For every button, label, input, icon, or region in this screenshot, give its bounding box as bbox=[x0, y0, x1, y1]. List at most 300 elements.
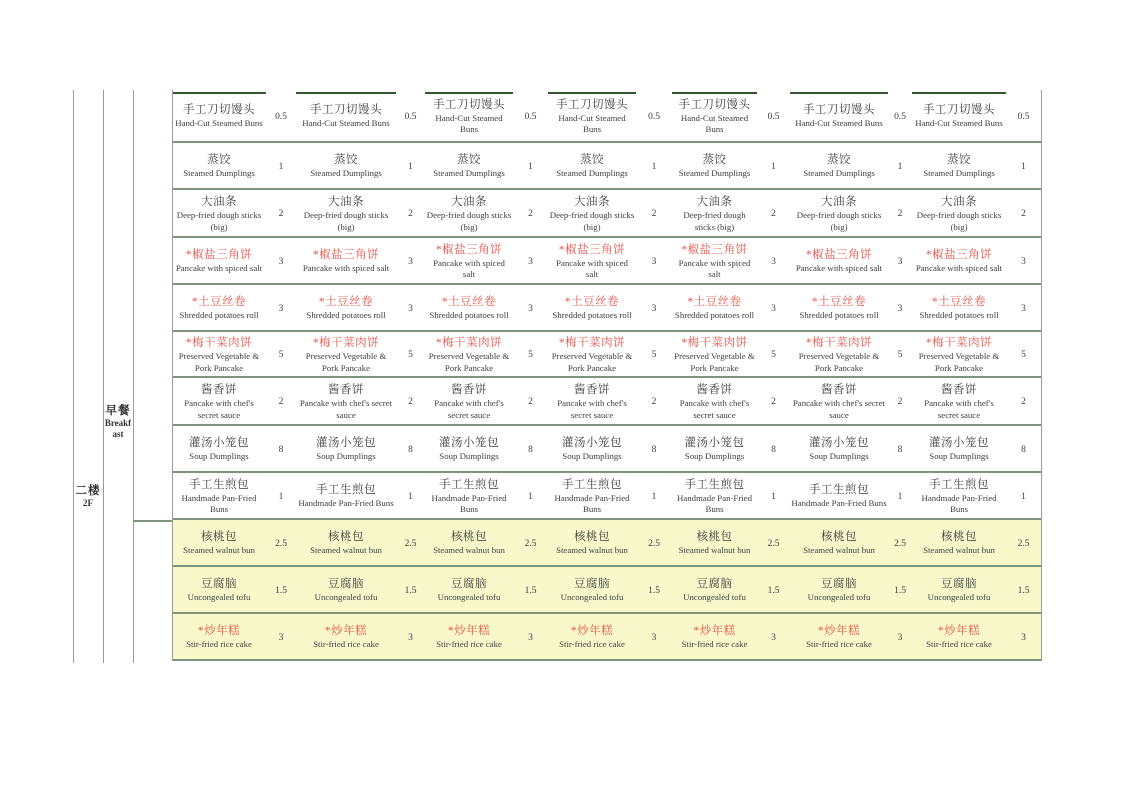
item-price: 2 bbox=[528, 209, 533, 219]
item-price-cell bbox=[888, 520, 912, 567]
menu-item-cell bbox=[425, 190, 513, 238]
menu-item-cell bbox=[172, 90, 266, 143]
menu-item-cell bbox=[548, 473, 636, 520]
item-name-en: Steamed Dumplings bbox=[678, 168, 751, 179]
item-name-zh: *梅干菜肉饼 bbox=[805, 337, 873, 349]
item-name-zh: 豆腐脑 bbox=[574, 578, 610, 591]
menu-row bbox=[548, 426, 672, 473]
item-price-cell bbox=[266, 190, 296, 238]
meal-label-en: Breakfast bbox=[104, 418, 132, 439]
item-name-en: Soup Dumplings bbox=[189, 451, 249, 462]
item-name-en: Hand-Cut Steamed Buns bbox=[302, 118, 390, 129]
menu-row bbox=[790, 332, 912, 378]
item-price-cell bbox=[757, 90, 790, 143]
menu-row bbox=[296, 473, 425, 520]
menu-row bbox=[790, 614, 912, 661]
item-name-en: Steamed walnut bun bbox=[310, 545, 382, 556]
item-price-cell bbox=[396, 190, 425, 238]
item-price-cell bbox=[1006, 520, 1041, 567]
item-name-zh: 大油条 bbox=[696, 196, 733, 208]
item-name-zh: *椒盐三角饼 bbox=[435, 243, 503, 256]
item-name-en: Deep-fried dough sticks (big) bbox=[683, 210, 746, 232]
menu-item-cell bbox=[296, 520, 396, 567]
item-name-zh: *土豆丝卷 bbox=[441, 296, 497, 309]
menu-item-cell bbox=[912, 567, 1006, 614]
item-name-en: Shredded potatoes roll bbox=[799, 310, 879, 321]
item-price-cell bbox=[266, 143, 296, 190]
item-name-en: Stir-fried rice cake bbox=[559, 639, 625, 650]
menu-item-cell bbox=[790, 190, 888, 238]
item-price-cell bbox=[888, 332, 912, 378]
item-price-cell bbox=[1006, 238, 1041, 285]
item-name-zh: 大油条 bbox=[821, 196, 857, 208]
item-price-cell bbox=[636, 285, 672, 332]
item-name-zh: *炒年糕 bbox=[817, 625, 861, 638]
menu-row bbox=[296, 90, 425, 143]
item-price: 3 bbox=[408, 256, 413, 267]
menu-row bbox=[296, 567, 425, 614]
menu-row bbox=[296, 332, 425, 378]
item-price-cell bbox=[513, 473, 548, 520]
menu-item-cell bbox=[548, 378, 636, 426]
item-name-zh: 核桃包 bbox=[201, 531, 237, 544]
item-name-zh: *梅干菜肉饼 bbox=[312, 337, 380, 349]
item-name-zh: 手工刀切馒头 bbox=[310, 104, 382, 117]
meal-label bbox=[104, 398, 132, 446]
item-name-zh: 蒸饺 bbox=[207, 154, 231, 167]
item-price: 1.5 bbox=[275, 585, 287, 596]
menu-row bbox=[912, 332, 1041, 378]
menu-item-cell bbox=[172, 378, 266, 426]
item-price-cell bbox=[757, 520, 790, 567]
item-name-zh: 酱香饼 bbox=[941, 384, 977, 396]
item-price: 2.5 bbox=[275, 538, 287, 549]
item-price: 5 bbox=[1021, 350, 1026, 360]
menu-item-cell bbox=[425, 378, 513, 426]
menu-item-cell bbox=[172, 238, 266, 285]
menu-item-cell bbox=[912, 378, 1006, 426]
item-price-cell bbox=[266, 426, 296, 473]
menu-item-cell bbox=[425, 520, 513, 567]
menu-item-cell bbox=[672, 143, 757, 190]
menu-row bbox=[672, 332, 790, 378]
section-divider-tick bbox=[133, 520, 172, 522]
item-name-zh: *土豆丝卷 bbox=[318, 296, 374, 309]
menu-item-cell bbox=[296, 426, 396, 473]
menu-row bbox=[672, 238, 790, 285]
item-price-cell bbox=[513, 90, 548, 143]
menu-item-cell bbox=[296, 614, 396, 661]
menu-row bbox=[425, 238, 548, 285]
item-name-zh: *椒盐三角饼 bbox=[681, 243, 748, 256]
menu-item-cell bbox=[672, 285, 757, 332]
item-price: 2 bbox=[651, 397, 657, 407]
item-name-en: Handmade Pan-Fried Buns bbox=[677, 492, 752, 514]
item-name-zh: *炒年糕 bbox=[447, 625, 491, 638]
item-name-zh: *椒盐三角饼 bbox=[805, 249, 873, 262]
menu-item-cell bbox=[425, 90, 513, 143]
menu-item-cell bbox=[790, 567, 888, 614]
item-name-en: Pancake with chef's secret sauce bbox=[792, 398, 886, 420]
item-name-zh: *炒年糕 bbox=[570, 625, 614, 638]
item-name-zh: 手工刀切馒头 bbox=[433, 98, 505, 111]
item-price: 1 bbox=[278, 491, 284, 502]
item-price: 1 bbox=[528, 161, 533, 172]
item-name-en: Uncongealed tofu bbox=[437, 592, 501, 603]
item-name-zh: 酱香饼 bbox=[574, 384, 610, 396]
item-price: 2 bbox=[651, 209, 657, 219]
item-name-zh: 豆腐脑 bbox=[451, 578, 487, 591]
item-name-en: Pancake with spiced salt bbox=[915, 263, 1003, 274]
table-top-border-segment bbox=[672, 92, 757, 94]
item-price-cell bbox=[888, 378, 912, 426]
item-price-cell bbox=[757, 143, 790, 190]
item-name-zh: 手工生煎包 bbox=[189, 478, 249, 491]
menu-item-cell bbox=[296, 473, 396, 520]
menu-row bbox=[790, 473, 912, 520]
item-name-zh: 酱香饼 bbox=[696, 384, 733, 396]
item-price: 2 bbox=[1021, 397, 1026, 407]
item-name-en: Steamed walnut bun bbox=[183, 545, 255, 556]
menu-item-cell bbox=[172, 473, 266, 520]
item-name-zh: 手工刀切馒头 bbox=[183, 104, 255, 117]
menu-item-cell bbox=[296, 90, 396, 143]
table-right-border bbox=[1041, 90, 1042, 661]
item-price-cell bbox=[396, 520, 425, 567]
item-price-cell bbox=[1006, 567, 1041, 614]
menu-item-cell bbox=[790, 614, 888, 661]
item-name-en: Handmade Pan-Fried Buns bbox=[921, 492, 997, 514]
item-price-cell bbox=[396, 238, 425, 285]
item-name-en: Deep-fried dough sticks (big) bbox=[916, 210, 1002, 232]
item-name-zh: 手工生煎包 bbox=[684, 478, 745, 491]
item-name-zh: *土豆丝卷 bbox=[687, 296, 742, 309]
item-name-en: Pancake with chef's secret sauce bbox=[299, 398, 393, 420]
row-border bbox=[172, 471, 1041, 473]
item-price: 2 bbox=[771, 209, 776, 219]
item-price: 2 bbox=[771, 397, 776, 407]
item-name-en: Soup Dumplings bbox=[684, 451, 745, 462]
menu-row bbox=[672, 614, 790, 661]
item-name-en: Steamed Dumplings bbox=[183, 168, 255, 179]
item-name-en: Preserved Vegetable & Pork Pancake bbox=[305, 351, 387, 373]
item-price: 3 bbox=[278, 256, 284, 267]
menu-row bbox=[672, 567, 790, 614]
item-price: 1 bbox=[408, 491, 413, 502]
item-name-en: Uncongealed tofu bbox=[187, 592, 251, 603]
item-name-en: Stir-fried rice cake bbox=[313, 639, 379, 650]
item-price-cell bbox=[636, 332, 672, 378]
menu-item-cell bbox=[296, 143, 396, 190]
row-border bbox=[172, 283, 1041, 285]
item-price: 3 bbox=[897, 256, 903, 267]
item-price: 1 bbox=[278, 161, 284, 172]
menu-row bbox=[790, 190, 912, 238]
item-price: 3 bbox=[771, 632, 776, 643]
menu-row bbox=[912, 473, 1041, 520]
menu-row bbox=[425, 90, 548, 143]
menu-item-cell bbox=[672, 473, 757, 520]
menu-row bbox=[172, 238, 296, 285]
menu-item-cell bbox=[912, 285, 1006, 332]
menu-item-cell bbox=[548, 90, 636, 143]
item-price: 1 bbox=[651, 161, 657, 172]
menu-item-cell bbox=[425, 238, 513, 285]
item-price: 1 bbox=[408, 161, 413, 172]
item-price: 5 bbox=[278, 350, 284, 360]
item-name-en: Preserved Vegetable & Pork Pancake bbox=[918, 351, 1000, 373]
item-price-cell bbox=[266, 520, 296, 567]
item-name-zh: *椒盐三角饼 bbox=[558, 243, 626, 256]
item-name-en: Shredded potatoes roll bbox=[552, 310, 632, 321]
menu-row bbox=[425, 378, 548, 426]
item-name-en: Hand-Cut Steamed Buns bbox=[795, 118, 883, 129]
item-name-zh: *土豆丝卷 bbox=[931, 296, 987, 309]
menu-row bbox=[172, 90, 296, 143]
item-name-en: Deep-fried dough sticks (big) bbox=[303, 210, 389, 232]
menu-table bbox=[172, 90, 1041, 661]
item-name-zh: 灌汤小笼包 bbox=[562, 437, 622, 450]
menu-item-cell bbox=[425, 285, 513, 332]
menu-item-cell bbox=[672, 190, 757, 238]
item-price-cell bbox=[888, 426, 912, 473]
item-name-en: Pancake with spiced salt bbox=[302, 263, 390, 274]
item-name-zh: *土豆丝卷 bbox=[191, 296, 247, 309]
menu-item-cell bbox=[548, 143, 636, 190]
item-price: 3 bbox=[278, 303, 284, 314]
item-price: 2.5 bbox=[894, 538, 906, 549]
menu-row bbox=[172, 378, 296, 426]
menu-row bbox=[548, 567, 672, 614]
item-price: 0.5 bbox=[894, 111, 906, 122]
item-name-en: Preserved Vegetable & Pork Pancake bbox=[178, 351, 260, 373]
item-name-zh: 核桃包 bbox=[328, 531, 364, 544]
item-name-zh: 豆腐脑 bbox=[821, 578, 857, 591]
item-price-cell bbox=[636, 238, 672, 285]
row-border bbox=[172, 612, 1041, 614]
item-price: 3 bbox=[528, 632, 533, 643]
menu-row bbox=[548, 473, 672, 520]
menu-row bbox=[672, 378, 790, 426]
item-name-en: Steamed walnut bun bbox=[803, 545, 875, 556]
item-price: 2 bbox=[408, 209, 413, 219]
menu-row bbox=[790, 567, 912, 614]
item-name-zh: *炒年糕 bbox=[693, 625, 736, 638]
item-price: 0.5 bbox=[275, 111, 287, 122]
item-name-zh: 手工刀切馒头 bbox=[556, 98, 628, 111]
table-top-border-segment bbox=[296, 92, 396, 94]
menu-row bbox=[790, 143, 912, 190]
menu-item-cell bbox=[172, 567, 266, 614]
item-name-zh: *椒盐三角饼 bbox=[185, 249, 253, 262]
item-name-en: Handmade Pan-Fried Buns bbox=[431, 492, 507, 514]
menu-row bbox=[425, 285, 548, 332]
item-name-en: Handmade Pan-Fried Buns bbox=[791, 498, 887, 509]
menu-row bbox=[172, 614, 296, 661]
item-name-zh: 灌汤小笼包 bbox=[809, 437, 869, 450]
menu-row bbox=[296, 520, 425, 567]
item-name-en: Preserved Vegetable & Pork Pancake bbox=[428, 351, 510, 373]
item-price-cell bbox=[513, 285, 548, 332]
item-name-en: Shredded potatoes roll bbox=[429, 310, 509, 321]
menu-row bbox=[672, 90, 790, 143]
item-price-cell bbox=[513, 426, 548, 473]
item-name-zh: 灌汤小笼包 bbox=[684, 437, 745, 450]
row-border bbox=[172, 659, 1041, 661]
row-border bbox=[172, 188, 1041, 190]
item-name-zh: 手工生煎包 bbox=[439, 478, 499, 491]
item-price: 1 bbox=[771, 161, 776, 172]
item-price-cell bbox=[396, 614, 425, 661]
menu-item-cell bbox=[296, 285, 396, 332]
item-name-en: Shredded potatoes roll bbox=[179, 310, 259, 321]
item-name-zh: 灌汤小笼包 bbox=[189, 437, 249, 450]
menu-row bbox=[548, 190, 672, 238]
item-price: 1.5 bbox=[894, 585, 906, 596]
menu-item-cell bbox=[912, 90, 1006, 143]
item-price: 3 bbox=[1021, 632, 1026, 643]
menu-row bbox=[172, 567, 296, 614]
item-price: 3 bbox=[651, 303, 657, 314]
item-price: 1 bbox=[528, 491, 533, 502]
item-price-cell bbox=[888, 238, 912, 285]
item-name-zh: 大油条 bbox=[574, 196, 610, 208]
item-name-en: Pancake with chef's secret sauce bbox=[557, 398, 627, 420]
item-name-zh: 核桃包 bbox=[574, 531, 610, 544]
item-price: 8 bbox=[408, 444, 413, 455]
item-price-cell bbox=[266, 285, 296, 332]
item-name-zh: 核桃包 bbox=[451, 531, 487, 544]
menu-row bbox=[912, 285, 1041, 332]
menu-item-cell bbox=[296, 378, 396, 426]
item-name-zh: 大油条 bbox=[941, 196, 977, 208]
table-top-border-segment bbox=[548, 92, 636, 94]
menu-row bbox=[790, 520, 912, 567]
menu-item-cell bbox=[790, 473, 888, 520]
menu-item-cell bbox=[296, 332, 396, 378]
menu-row bbox=[672, 426, 790, 473]
item-name-en: Hand-Cut Steamed Buns bbox=[435, 112, 503, 134]
item-price-cell bbox=[513, 520, 548, 567]
menu-row bbox=[672, 473, 790, 520]
item-price: 2.5 bbox=[767, 538, 780, 549]
item-name-zh: *土豆丝卷 bbox=[564, 296, 620, 309]
menu-item-cell bbox=[172, 190, 266, 238]
menu-row bbox=[790, 285, 912, 332]
menu-item-cell bbox=[296, 567, 396, 614]
item-name-en: Pancake with spiced salt bbox=[556, 257, 628, 279]
item-name-zh: *土豆丝卷 bbox=[811, 296, 867, 309]
menu-row bbox=[912, 190, 1041, 238]
item-price-cell bbox=[396, 90, 425, 143]
item-name-zh: 酱香饼 bbox=[201, 384, 237, 396]
table-top-border-segment bbox=[790, 92, 888, 94]
item-price: 3 bbox=[1021, 256, 1026, 267]
menu-row bbox=[172, 332, 296, 378]
item-name-en: Uncongealed tofu bbox=[560, 592, 624, 603]
item-name-en: Preserved Vegetable & Pork Pancake bbox=[674, 351, 755, 373]
item-price: 1 bbox=[771, 491, 776, 502]
item-name-zh: 蒸饺 bbox=[947, 154, 971, 167]
menu-item-cell bbox=[548, 238, 636, 285]
menu-row bbox=[172, 520, 296, 567]
menu-row bbox=[296, 378, 425, 426]
item-price: 2.5 bbox=[404, 538, 417, 549]
item-name-zh: 灌汤小笼包 bbox=[439, 437, 499, 450]
item-name-en: Shredded potatoes roll bbox=[919, 310, 999, 321]
item-price: 3 bbox=[1021, 303, 1026, 314]
item-price-cell bbox=[757, 614, 790, 661]
item-price-cell bbox=[636, 378, 672, 426]
menu-row bbox=[425, 143, 548, 190]
item-price-cell bbox=[1006, 332, 1041, 378]
item-price-cell bbox=[636, 614, 672, 661]
item-price-cell bbox=[1006, 426, 1041, 473]
menu-row bbox=[425, 567, 548, 614]
menu-item-cell bbox=[425, 332, 513, 378]
item-price: 3 bbox=[408, 303, 413, 314]
item-name-zh: 豆腐脑 bbox=[696, 578, 733, 591]
menu-item-cell bbox=[790, 143, 888, 190]
item-name-en: Hand-Cut Steamed Buns bbox=[680, 112, 749, 134]
item-price: 2 bbox=[1021, 209, 1026, 219]
item-price: 3 bbox=[528, 303, 533, 314]
item-name-zh: 手工刀切馒头 bbox=[923, 104, 995, 117]
item-price: 0.5 bbox=[404, 111, 417, 122]
item-price-cell bbox=[266, 567, 296, 614]
item-name-zh: 手工生煎包 bbox=[316, 484, 376, 497]
item-price: 8 bbox=[897, 444, 903, 455]
item-name-en: Pancake with chef's secret sauce bbox=[184, 398, 254, 420]
item-price: 1.5 bbox=[767, 585, 780, 596]
item-name-en: Deep-fried dough sticks (big) bbox=[426, 210, 512, 232]
item-price-cell bbox=[888, 473, 912, 520]
item-name-en: Uncongealed tofu bbox=[314, 592, 378, 603]
menu-item-cell bbox=[172, 520, 266, 567]
menu-row bbox=[790, 378, 912, 426]
item-name-en: Hand-Cut Steamed Buns bbox=[558, 112, 626, 134]
table-top-border-segment bbox=[912, 92, 1006, 94]
item-name-en: Uncongealed tofu bbox=[927, 592, 991, 603]
item-price: 0.5 bbox=[524, 111, 537, 122]
menu-item-cell bbox=[425, 143, 513, 190]
item-price-cell bbox=[636, 473, 672, 520]
menu-row bbox=[548, 332, 672, 378]
item-price-cell bbox=[396, 567, 425, 614]
menu-item-cell bbox=[790, 332, 888, 378]
item-name-zh: 大油条 bbox=[328, 196, 364, 208]
menu-row bbox=[425, 520, 548, 567]
item-name-en: Steamed walnut bun bbox=[433, 545, 505, 556]
menu-row bbox=[296, 426, 425, 473]
item-price: 5 bbox=[408, 350, 413, 360]
menu-item-cell bbox=[672, 332, 757, 378]
item-name-en: Handmade Pan-Fried Buns bbox=[298, 498, 394, 509]
item-name-zh: 核桃包 bbox=[941, 531, 977, 544]
item-price-cell bbox=[396, 332, 425, 378]
item-price-cell bbox=[1006, 90, 1041, 143]
menu-row bbox=[912, 426, 1041, 473]
item-name-en: Shredded potatoes roll bbox=[306, 310, 386, 321]
menu-row bbox=[912, 143, 1041, 190]
item-price: 5 bbox=[771, 350, 776, 360]
menu-item-cell bbox=[672, 567, 757, 614]
item-name-zh: 酱香饼 bbox=[821, 384, 857, 396]
item-price: 1.5 bbox=[524, 585, 537, 596]
item-name-zh: 蒸饺 bbox=[580, 154, 604, 167]
item-name-zh: 手工生煎包 bbox=[929, 478, 989, 491]
item-price: 5 bbox=[528, 350, 533, 360]
